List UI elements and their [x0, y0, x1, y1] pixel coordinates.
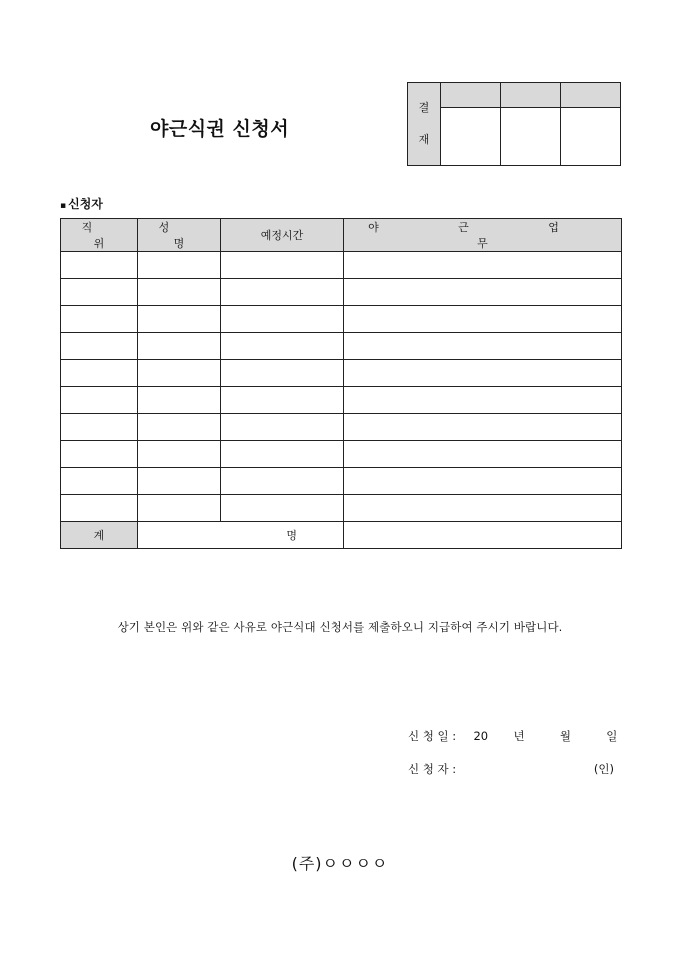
date-label: 신 청 일 : — [408, 729, 457, 743]
overtime-work-cell[interactable] — [344, 252, 622, 279]
overtime-work-cell[interactable] — [344, 495, 622, 522]
seal-mark: (인) — [593, 762, 614, 776]
name-cell[interactable] — [138, 468, 221, 495]
position-cell[interactable] — [61, 306, 138, 333]
column-header-scheduled-time: 예정시간 — [221, 219, 344, 252]
overtime-work-cell[interactable] — [344, 414, 622, 441]
table-header-row — [61, 219, 622, 252]
applicant-label: 신 청 자 : — [408, 762, 457, 776]
scheduled-time-cell[interactable] — [221, 333, 344, 360]
scheduled-time-cell[interactable] — [221, 387, 344, 414]
overtime-work-cell[interactable] — [344, 306, 622, 333]
date-day-unit: 일 — [606, 729, 618, 743]
scheduled-time-cell[interactable] — [221, 441, 344, 468]
date-year-prefix: 20 — [473, 729, 489, 743]
table-row — [61, 495, 622, 522]
overtime-work-cell[interactable] — [344, 387, 622, 414]
table-row — [61, 279, 622, 306]
name-cell[interactable] — [138, 495, 221, 522]
company-name: (주)ㅇㅇㅇㅇ — [291, 854, 389, 873]
table-row — [61, 414, 622, 441]
scheduled-time-cell[interactable] — [221, 306, 344, 333]
scheduled-time-cell[interactable] — [221, 279, 344, 306]
total-row — [61, 522, 622, 549]
column-header-name: 성 명 — [138, 219, 221, 252]
date-year-unit: 년 — [513, 729, 525, 743]
position-cell[interactable] — [61, 441, 138, 468]
approval-signature-cell[interactable] — [501, 108, 561, 166]
scheduled-time-cell[interactable] — [221, 360, 344, 387]
table-row — [61, 360, 622, 387]
name-cell[interactable] — [138, 360, 221, 387]
position-cell[interactable] — [61, 252, 138, 279]
page-title: 야근식권 신청서 — [150, 118, 290, 140]
name-cell[interactable] — [138, 306, 221, 333]
scheduled-time-cell[interactable] — [221, 495, 344, 522]
table-row — [61, 441, 622, 468]
table-row — [61, 333, 622, 360]
approval-header-cell — [441, 83, 501, 108]
name-cell[interactable] — [138, 279, 221, 306]
statement-text: 상기 본인은 위와 같은 사유로 야근식대 신청서를 제출하오니 지급하여 주시기 바랍니다. — [117, 620, 563, 634]
approval-header-cell — [501, 83, 561, 108]
column-header-overtime-work: 야 근 업 무 — [344, 219, 622, 252]
position-cell[interactable] — [61, 279, 138, 306]
overtime-work-cell[interactable] — [344, 360, 622, 387]
position-cell[interactable] — [61, 468, 138, 495]
overtime-work-cell[interactable] — [344, 279, 622, 306]
approval-label-bottom: 재 — [418, 133, 430, 146]
date-month-unit: 월 — [559, 729, 571, 743]
scheduled-time-cell[interactable] — [221, 414, 344, 441]
name-cell[interactable] — [138, 441, 221, 468]
position-cell[interactable] — [61, 333, 138, 360]
total-unit: 명 — [286, 529, 297, 542]
table-row — [61, 387, 622, 414]
scheduled-time-cell[interactable] — [221, 252, 344, 279]
total-count-cell[interactable] — [138, 522, 344, 549]
approval-box — [407, 82, 621, 166]
name-cell[interactable] — [138, 333, 221, 360]
name-cell[interactable] — [138, 414, 221, 441]
position-cell[interactable] — [61, 387, 138, 414]
table-row — [61, 468, 622, 495]
overtime-work-cell[interactable] — [344, 333, 622, 360]
name-cell[interactable] — [138, 387, 221, 414]
applicant-table — [60, 218, 622, 549]
approval-signature-cell[interactable] — [441, 108, 501, 166]
application-date-line — [408, 728, 617, 744]
overtime-work-cell[interactable] — [344, 468, 622, 495]
approval-header-cell — [561, 83, 621, 108]
approval-label-top: 결 — [418, 101, 430, 114]
overtime-work-cell[interactable] — [344, 441, 622, 468]
name-cell[interactable] — [138, 252, 221, 279]
total-label: 계 — [61, 522, 138, 549]
table-row — [61, 306, 622, 333]
approval-signature-cell[interactable] — [561, 108, 621, 166]
total-empty-cell — [344, 522, 622, 549]
table-row — [61, 252, 622, 279]
position-cell[interactable] — [61, 360, 138, 387]
position-cell[interactable] — [61, 495, 138, 522]
applicant-line — [408, 761, 614, 777]
position-cell[interactable] — [61, 414, 138, 441]
bullet-icon: ▪ — [60, 201, 67, 211]
section-heading — [60, 195, 103, 212]
approval-label — [408, 83, 441, 166]
column-header-position: 직 위 — [61, 219, 138, 252]
scheduled-time-cell[interactable] — [221, 468, 344, 495]
section-title: 신청자 — [68, 197, 103, 211]
